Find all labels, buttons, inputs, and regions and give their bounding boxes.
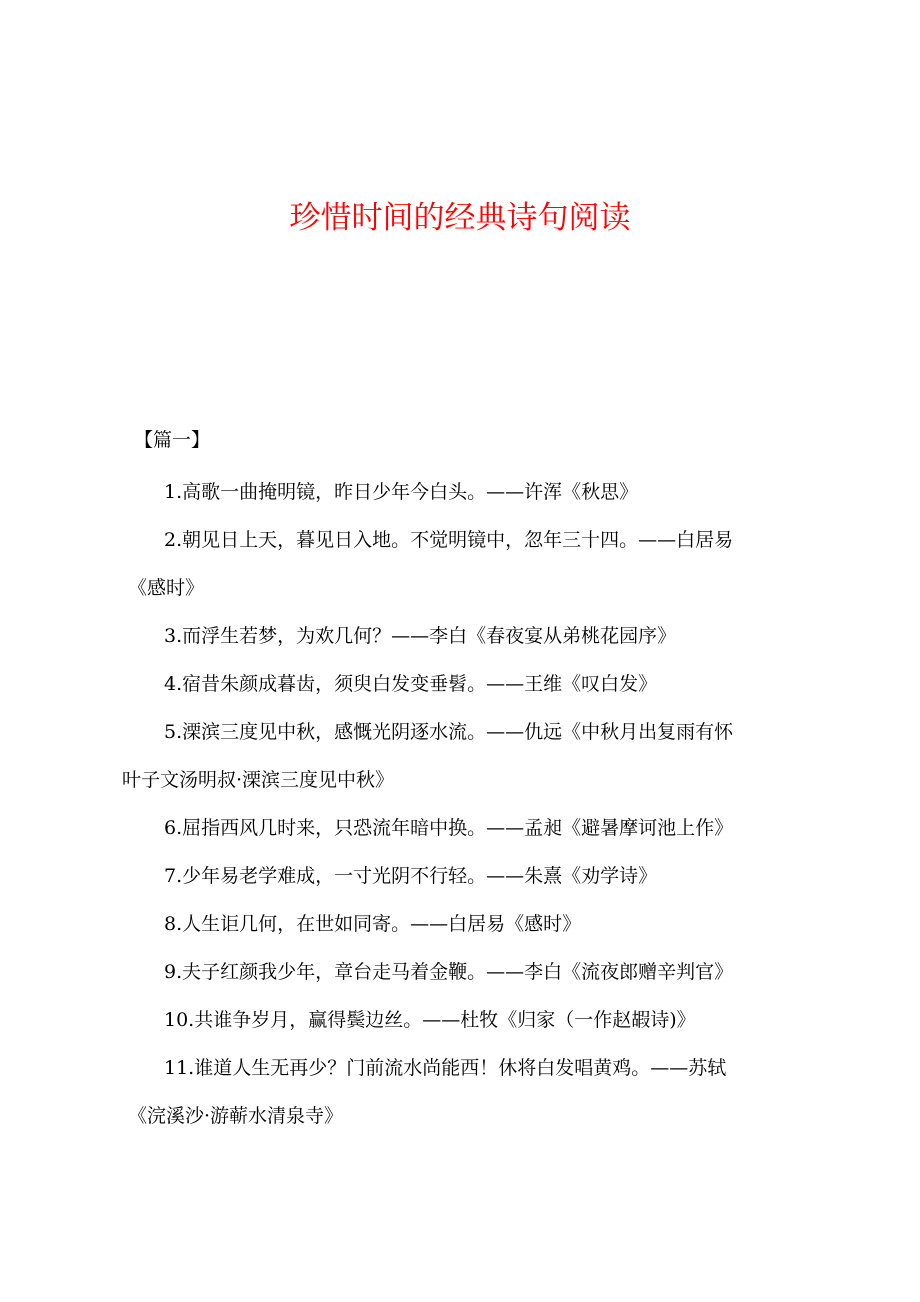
- section-heading: 【篇一】: [134, 429, 211, 451]
- poem-line-4: 4.宿昔朱颜成暮齿，须臾白发变垂髫。——王维《叹白发》: [164, 673, 658, 695]
- poem-line-11-continued: 《浣溪沙·游蕲水清泉寺》: [128, 1105, 344, 1127]
- poem-line-1: 1.高歌一曲掩明镜，昨日少年今白头。——许浑《秋思》: [164, 481, 639, 503]
- poem-line-2: 2.朝见日上天，暮见日入地。不觉明镜中，忽年三十四。——白居易: [164, 529, 734, 551]
- poem-line-10: 10.共谁争岁月，赢得鬓边丝。——杜牧《归家（一作赵嘏诗)》: [164, 1009, 696, 1031]
- poem-line-5: 5.溧滨三度见中秋，感慨光阴逐水流。——仇远《中秋月出复雨有怀: [164, 721, 734, 743]
- document-body: [122, 420, 810, 1140]
- poem-line-8: 8.人生讵几何，在世如同寄。——白居易《感时》: [164, 913, 582, 935]
- page-title: 珍惜时间的经典诗句阅读: [289, 200, 631, 236]
- poem-line-7: 7.少年易老学难成，一寸光阴不行轻。——朱熹《劝学诗》: [164, 865, 658, 887]
- poem-line-2-continued: 《感时》: [128, 577, 205, 599]
- poem-line-6: 6.屈指西风几时来，只恐流年暗中换。——孟昶《避暑摩诃池上作》: [164, 817, 734, 839]
- poem-line-5-continued: 叶子文汤明叔·溧滨三度见中秋》: [122, 769, 395, 791]
- poem-line-11: 11.谁道人生无再少？门前流水尚能西！休将白发唱黄鸡。——苏轼: [164, 1057, 727, 1079]
- poem-line-3: 3.而浮生若梦，为欢几何？——李白《春夜宴从弟桃花园序》: [164, 625, 677, 647]
- poem-line-9: 9.夫子红颜我少年，章台走马着金鞭。——李白《流夜郎赠辛判官》: [164, 961, 734, 983]
